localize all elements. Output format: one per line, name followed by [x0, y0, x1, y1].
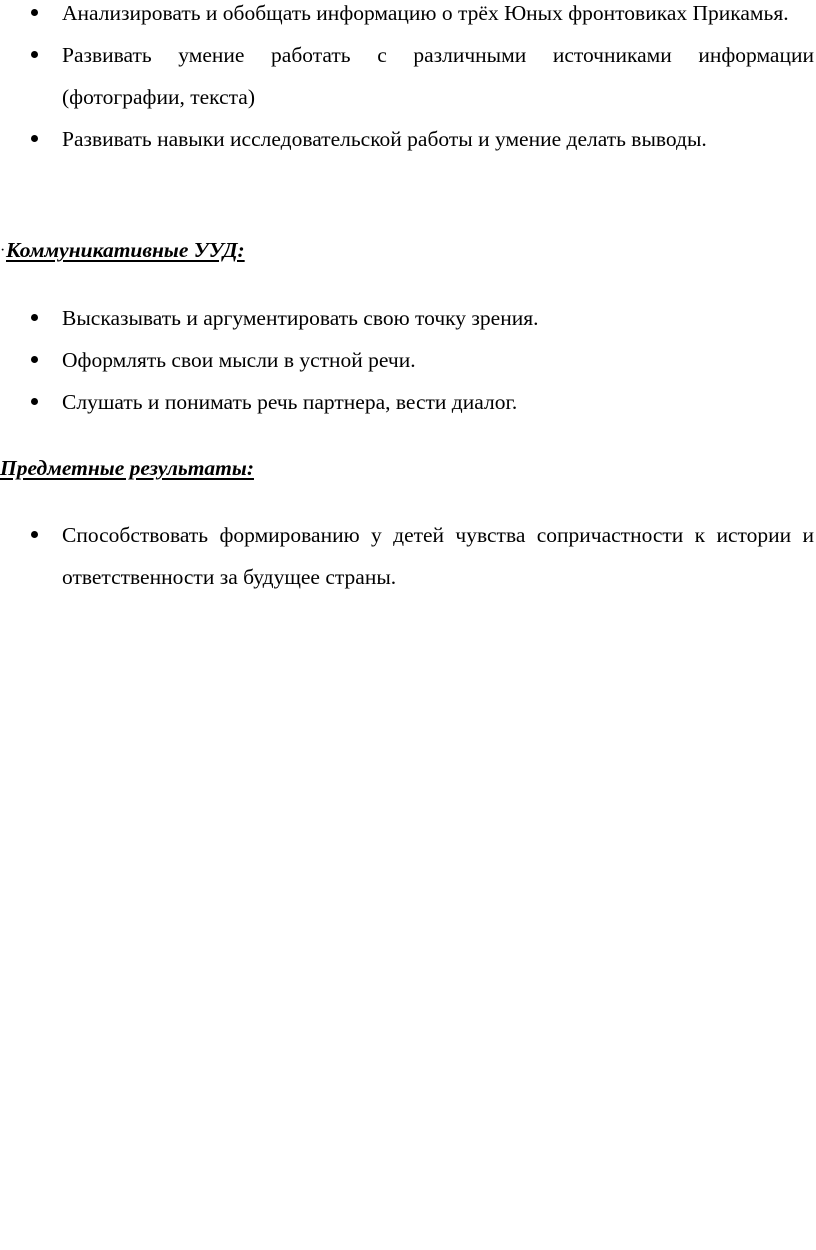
list-item-text: Анализировать и обобщать информацию о трёх Юных фронтовиках Прикамья.: [62, 1, 789, 25]
list-item: [0, 34, 814, 118]
bullet-icon: [31, 135, 38, 142]
list-item: [0, 339, 814, 381]
bullet-icon: [31, 398, 38, 405]
bullet-icon: [31, 314, 38, 321]
heading-dot: ·: [0, 242, 6, 259]
list-item-text: Высказывать и аргументировать свою точку зрения.: [62, 306, 539, 330]
bullet-icon: [31, 356, 38, 363]
bullet-icon: [31, 51, 38, 58]
list-item: [0, 118, 814, 160]
bullet-icon: [31, 9, 38, 16]
list-item-text: Развивать навыки исследовательской работы и умение делать выводы.: [62, 127, 707, 151]
objectives-list: [0, 0, 814, 160]
list-item: [0, 297, 814, 339]
communicative-list: [0, 297, 814, 423]
list-item: [0, 0, 814, 34]
list-item-text: Способствовать формированию у детей чувства сопричастности к истории и ответственности за будущее страны.: [62, 523, 814, 589]
communicative-heading: [0, 236, 245, 265]
bullet-icon: [31, 531, 38, 538]
list-item-text: Слушать и понимать речь партнера, вести диалог.: [62, 390, 518, 414]
list-item: [0, 514, 814, 598]
subject-results-title: Предметные результаты:: [0, 456, 254, 480]
list-item-text: Развивать умение работать с различными источниками информации (фотографии, текста): [62, 43, 814, 109]
list-item: [0, 381, 814, 423]
communicative-title: Коммуникативные УУД:: [6, 238, 245, 262]
subject-results-list: [0, 514, 814, 598]
list-item-text: Оформлять свои мысли в устной речи.: [62, 348, 416, 372]
subject-results-heading: [0, 454, 254, 482]
